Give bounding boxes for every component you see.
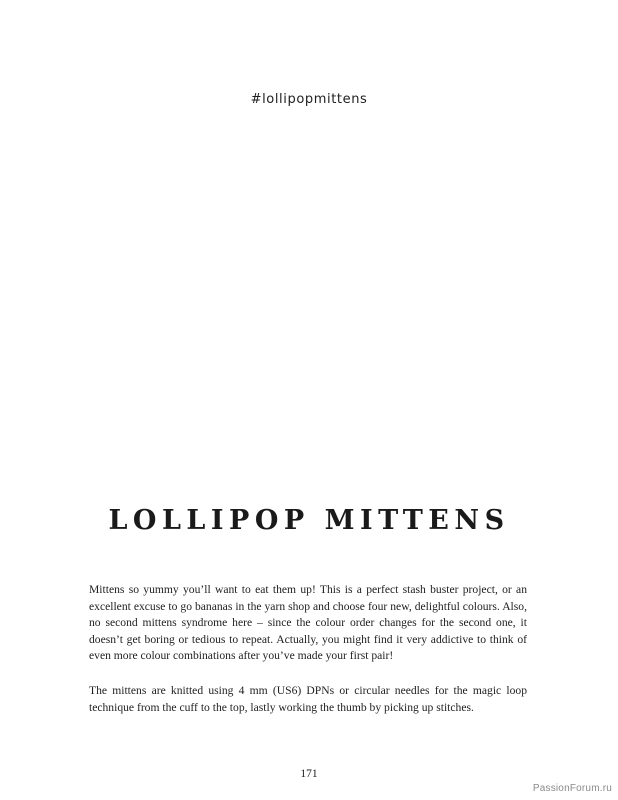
hashtag-heading: #lollipopmittens — [250, 92, 368, 107]
page-number: 171 — [300, 768, 318, 780]
pattern-title: LOLLIPOP MITTENS — [108, 505, 510, 536]
intro-paragraph: Mittens so yummy you’ll want to eat them up! This is a perfect stash buster project, or an excellent excuse to go bananas in the yarn shop and choose four new, delightful colours. Also, no second mittens syndrome here – since the colour order changes for the second one, it doesn’t get boring or tedious to repeat. Actually, you might find it very addictive to think of even more colour combinations after you’ve made your first pair! — [89, 583, 527, 663]
watermark-text: PassionForum.ru — [532, 783, 612, 794]
technique-paragraph: The mittens are knitted using 4 mm (US6) DPNs or circular needles for the magic loop technique from the cuff to the top, lastly working the thumb by picking up stitches. — [89, 684, 527, 714]
